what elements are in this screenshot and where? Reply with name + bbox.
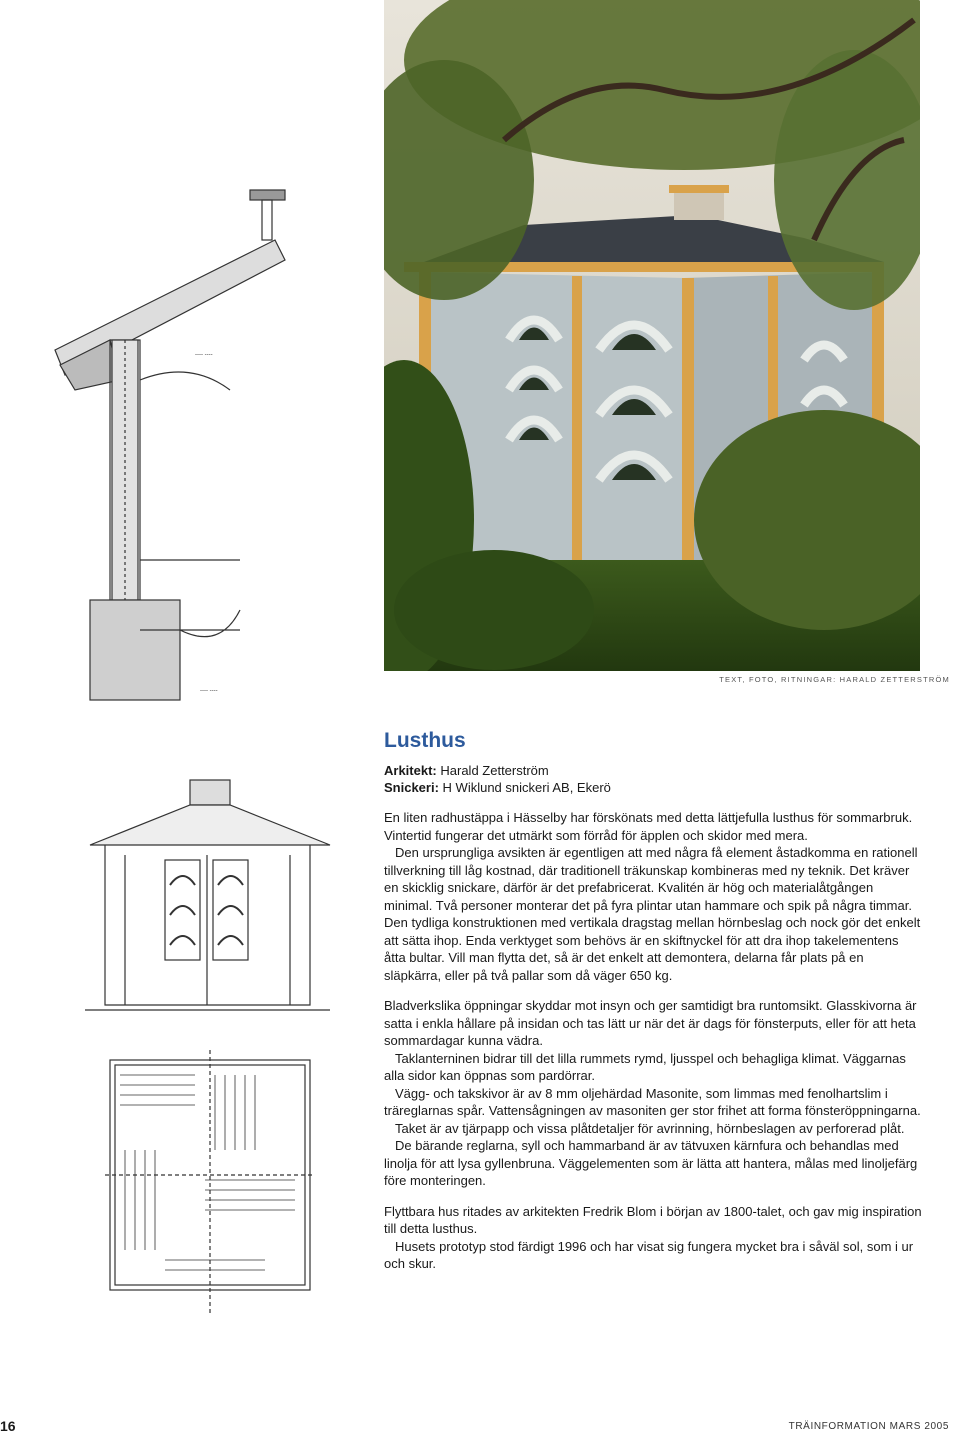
paragraph: Den ursprungliga avsikten är egentligen att med några få element åstadkomma en rationell tillverkning till låg kostnad, där traditionell träkunskap kombineras med ny teknik. Det kräver en skicklig snickare, därför är det prefabricerat. Kvalitén är hög och materialåtgången minimal. Två personer monterar det på fyra plintar utan hammare och spik på några timmar. Den tydliga konstruktionen med vertikala dragstag mellan hörnbeslag och nock gör det enkelt att sätta ihop. Enda verktyget som behövs är en skiftnyckel för att dra ihop takelementens åtta bultar. Vill man flytta det, så är det enkelt att demontera, delarna får plats på en släpkärra, eller på två pallar som då väger 650 kg. bbox=[384, 845, 921, 983]
page-number: 16 bbox=[0, 1418, 16, 1434]
pavilion-photo bbox=[384, 0, 920, 671]
elevation-drawing bbox=[85, 770, 335, 1030]
credits bbox=[384, 762, 922, 796]
paragraph: Taklanterninen bidrar till det lilla rummets rymd, ljusspel och behagliga klimat. Väggarnas alla sidor kan öppnas som pardörrar. bbox=[384, 1050, 906, 1083]
paragraph: Taket är av tjärpapp och vissa plåtdetaljer för avrinning, hörnbeslagen av perforerad plåt. bbox=[395, 1120, 905, 1136]
credit-value: H Wiklund snickeri AB, Ekerö bbox=[442, 780, 611, 795]
paragraph: En liten radhustäppa i Hässelby har förskönats med detta lättjefulla lusthus för sommarbruk. Vintertid fungerar det utmärkt som förråd för äpplen och skidor med mera. bbox=[384, 810, 913, 843]
credit-value: Harald Zetterström bbox=[440, 763, 549, 778]
svg-text:---- ----: ---- ---- bbox=[200, 688, 218, 694]
publication-name: TRÄINFORMATION MARS 2005 bbox=[788, 1421, 949, 1432]
body-block-3 bbox=[384, 1203, 922, 1273]
credit-label: Snickeri: bbox=[384, 780, 439, 795]
article-title: Lusthus bbox=[384, 729, 466, 752]
paragraph: Husets prototyp stod färdigt 1996 och har visat sig fungera mycket bra i såväl sol, som i ur och skur. bbox=[384, 1238, 914, 1271]
credit-architect bbox=[384, 762, 922, 779]
body-block-1 bbox=[384, 809, 922, 984]
article bbox=[384, 728, 922, 1273]
paragraph: Flyttbara hus ritades av arkitekten Fredrik Blom i början av 1800-talet, och gav mig inspiration till detta lusthus. bbox=[384, 1203, 922, 1236]
paragraph: De bärande reglarna, syll och hammarband är av tätvuxen kärnfura och behandlas med linolja för att lysa gyllenbruna. Väggelementen som är lätta att hantera, målas med linoljefärg före monteringen. bbox=[384, 1138, 918, 1188]
credit-carpentry bbox=[384, 779, 922, 796]
floor-plan-drawing bbox=[85, 1030, 335, 1330]
paragraph: Bladverkslika öppningar skyddar mot insyn och ger samtidigt bra runtomsikt. Glasskivorna är satta i enkla hållare på insidan och tas lätt ur när det är dags för fönsterputs, eller för att heta sommardagar kunna vädra. bbox=[384, 998, 917, 1048]
body-block-2 bbox=[384, 997, 922, 1190]
paragraph: Vägg- och takskivor är av 8 mm oljehärdad Masonite, som limmas med fenolhartslim i träreglarnas spår. Vattensågningen av masoniten ger stor frihet att forma fönsteröppningarna. bbox=[384, 1085, 921, 1118]
svg-text:---- ----: ---- ---- bbox=[195, 352, 213, 358]
credit-label: Arkitekt: bbox=[384, 763, 437, 778]
section-drawing bbox=[50, 180, 300, 705]
photo-credit: TEXT, FOTO, RITNINGAR: HARALD ZETTERSTRÖM bbox=[719, 675, 950, 684]
